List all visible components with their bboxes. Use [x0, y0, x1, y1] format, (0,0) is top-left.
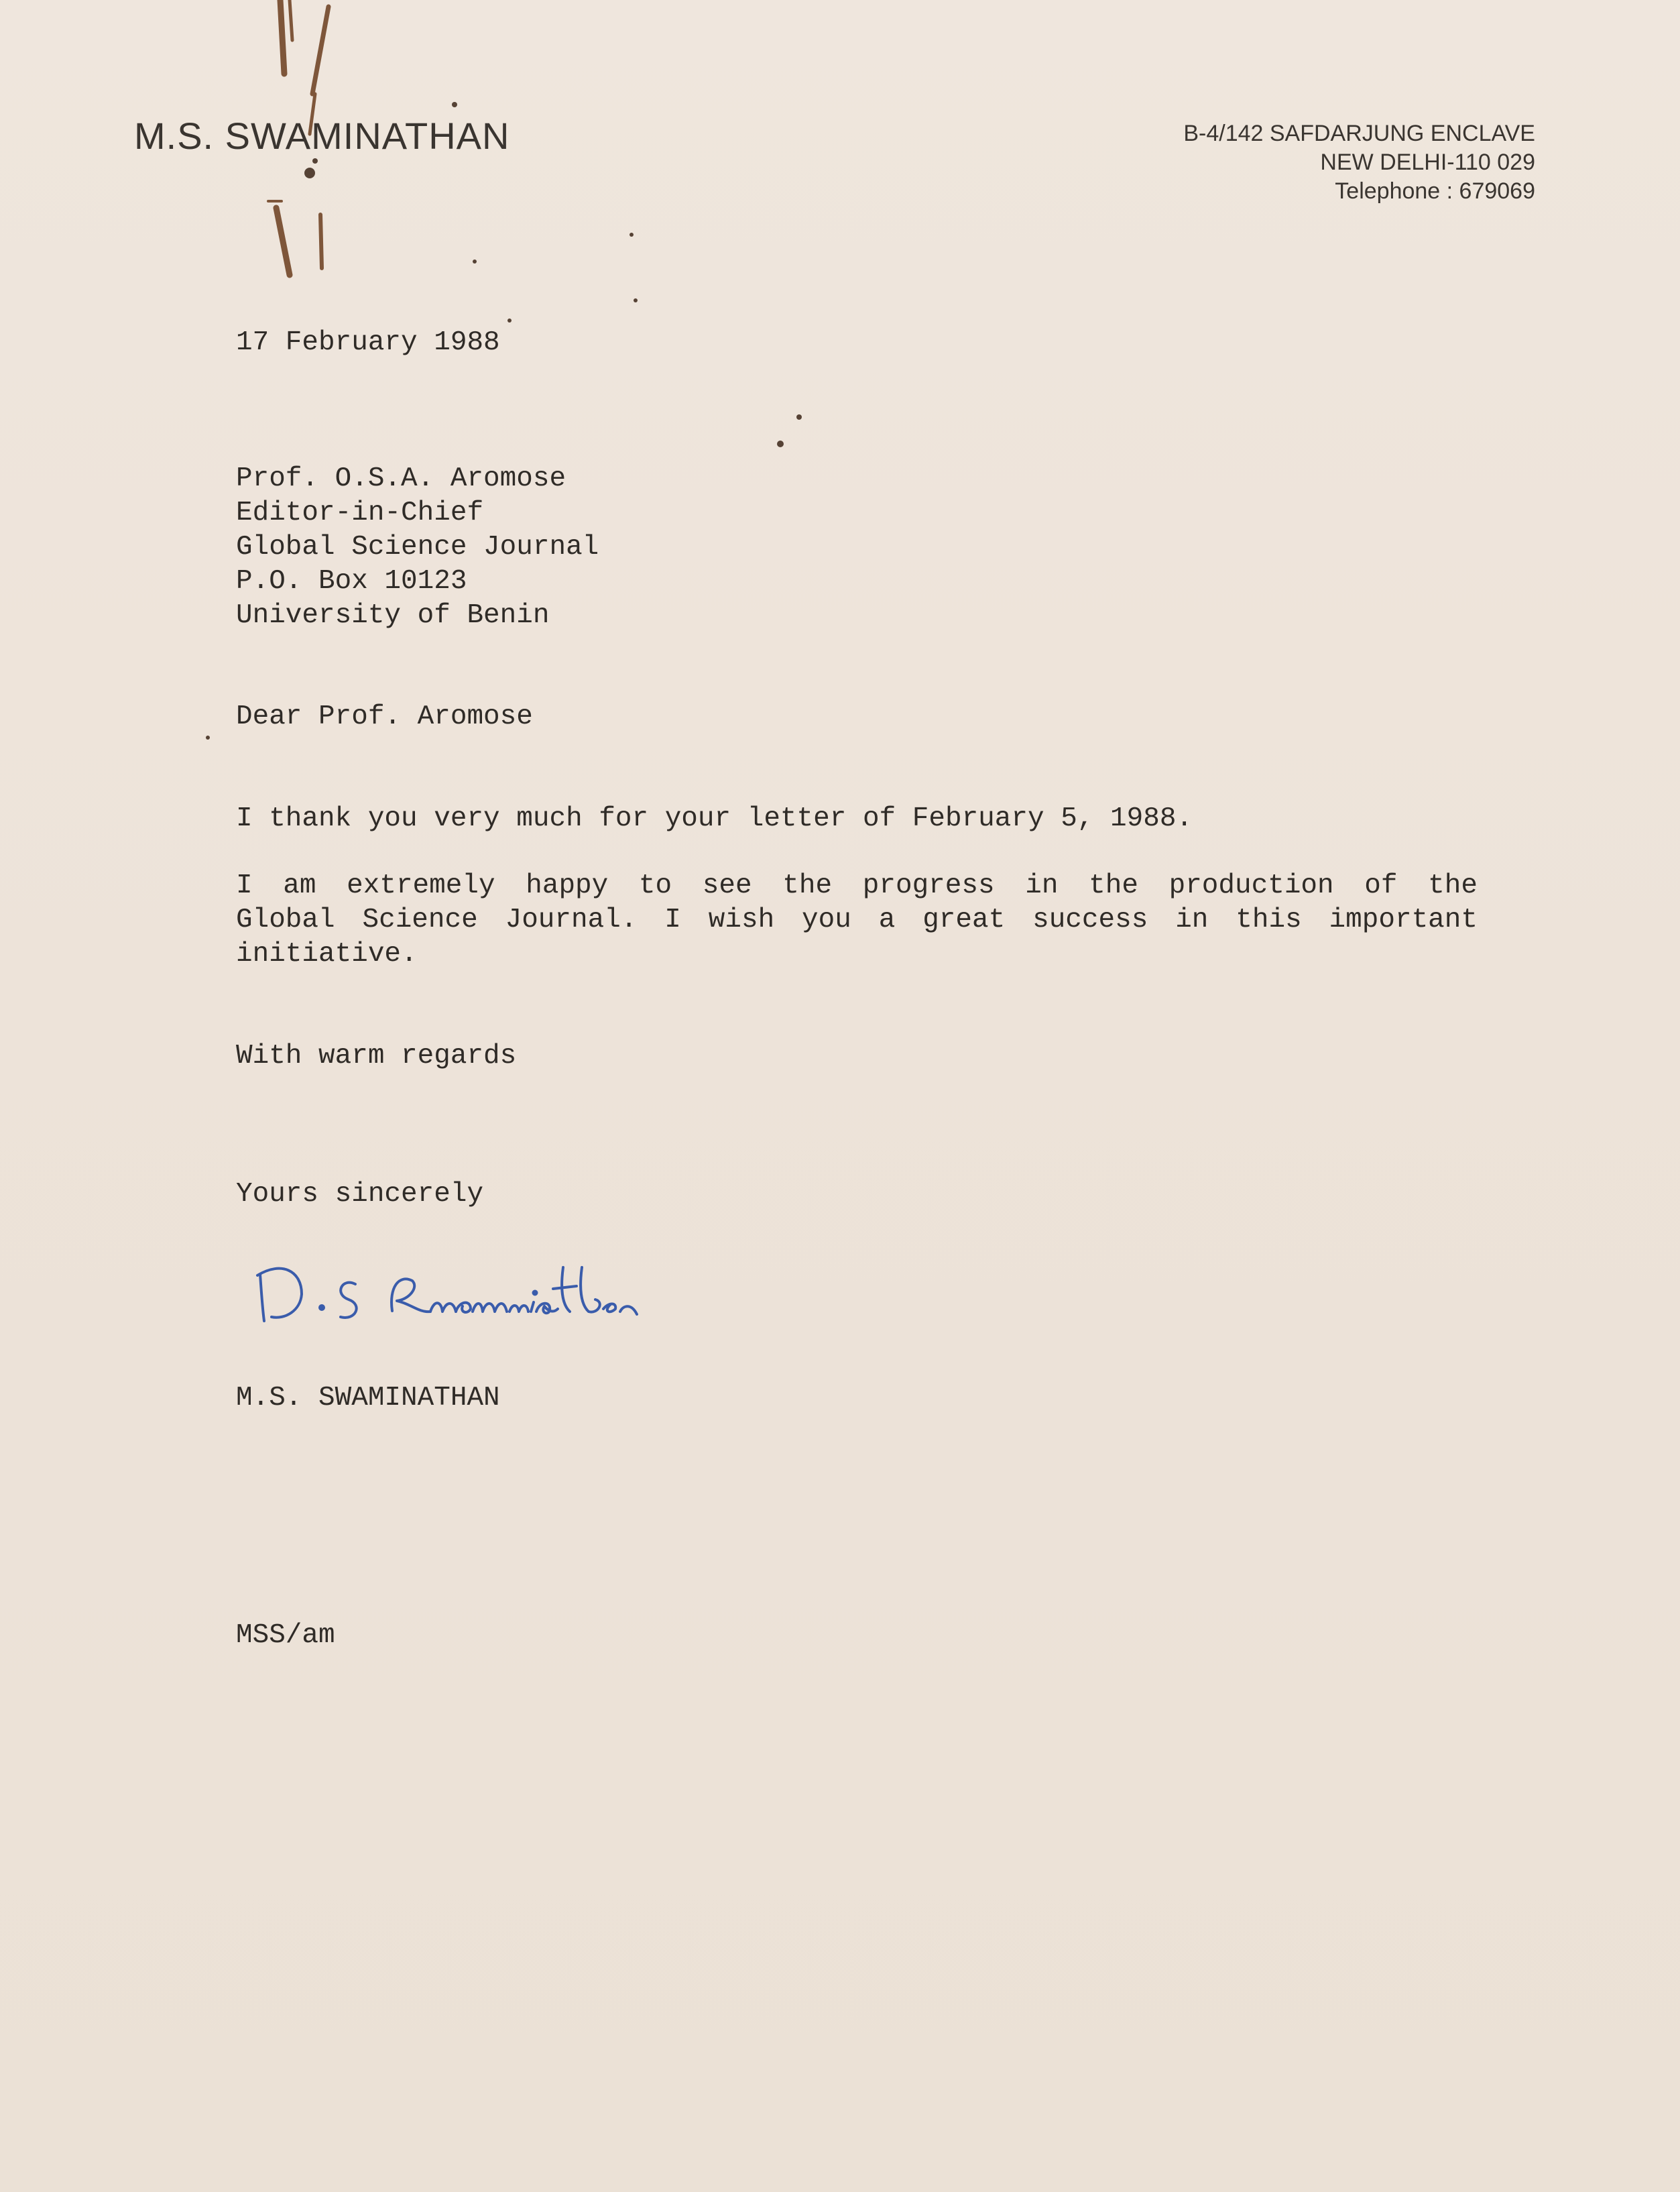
recipient-address-block	[236, 462, 599, 633]
closing-regards: With warm regards	[236, 1041, 517, 1072]
recipient-university: University of Benin	[236, 600, 550, 631]
letterhead-address	[1183, 119, 1535, 206]
reference-initials: MSS/am	[236, 1620, 335, 1651]
handwritten-signature	[255, 1247, 691, 1334]
address-line-2: NEW DELHI-110 029	[1320, 150, 1535, 175]
recipient-organization: Global Science Journal	[236, 532, 599, 563]
recipient-po-box: P.O. Box 10123	[236, 566, 467, 597]
body-paragraph-1: I thank you very much for your letter of February 5, 1988.	[236, 803, 1193, 834]
closing-sincerely: Yours sincerely	[236, 1179, 484, 1210]
recipient-name: Prof. O.S.A. Aromose	[236, 463, 566, 494]
address-line-1: B-4/142 SAFDARJUNG ENCLAVE	[1183, 121, 1535, 146]
recipient-title: Editor-in-Chief	[236, 498, 484, 528]
body-paragraph-2	[236, 869, 1478, 972]
paragraph-2-line-3: initiative.	[236, 939, 418, 970]
paragraph-2-line-2: Global Science Journal. I wish you a great success in this important	[236, 905, 1478, 935]
letterhead-name: M.S. SWAMINATHAN	[134, 115, 510, 157]
typed-signature-name: M.S. SWAMINATHAN	[236, 1383, 500, 1414]
salutation: Dear Prof. Aromose	[236, 701, 533, 732]
telephone-line: Telephone : 679069	[1335, 178, 1535, 204]
letter-date: 17 February 1988	[236, 327, 500, 358]
paragraph-2-line-1: I am extremely happy to see the progress in the production of the	[236, 870, 1478, 901]
